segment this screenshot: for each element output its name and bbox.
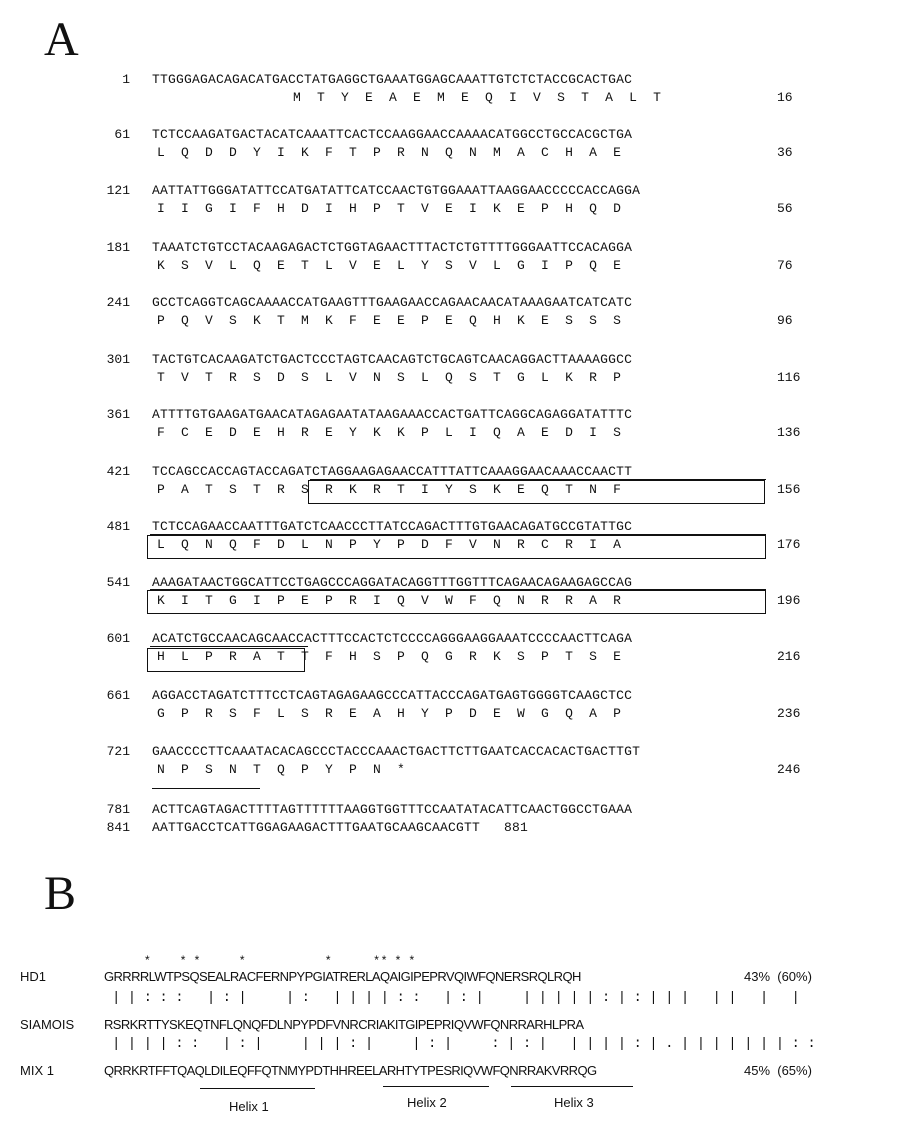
dna-sequence: TTGGGAGACAGACATGACCTATGAGGCTGAAATGGAGCAAATTGTCTCTACCGCACTGAC (152, 72, 633, 87)
row-end-number: 156 (777, 482, 801, 497)
dna-sequence: TCTCCAGAACCAATTTGATCTCAACCCTTATCCAGACTTTGTGAACAGATGCCGTATTGC (152, 519, 633, 534)
dna-underline-3 (150, 589, 766, 590)
row-end-number: 16 (777, 90, 793, 105)
helix-2-label: Helix 2 (407, 1095, 447, 1110)
mix1-sequence: QRRKRTFFTQAQLDILEQFFQTNMYPDTHHREELARHTYTPESRIQVWFQNRRAKVRRQG (104, 1063, 597, 1078)
row-end-number: 76 (777, 258, 793, 273)
row-start-number: 541 (106, 575, 130, 590)
protein-sequence: H L P R A T T F H S P Q G R K S P T S E (157, 649, 622, 664)
row-end-number: 116 (777, 370, 801, 385)
dna-sequence: AAAGATAACTGGCATTCCTGAGCCCAGGATACAGGTTTGGTTTCAGAACAGAAGAGCCAG (152, 575, 633, 590)
row-start-number: 361 (106, 407, 130, 422)
siamois-label: SIAMOIS (20, 1017, 75, 1032)
row-end-number: 176 (777, 537, 801, 552)
dna-sequence: ACTTCAGTAGACTTTTAGTTTTTTAAGGTGGTTTCCAATATACATTCAACTGGCCTGAAA (152, 802, 633, 817)
protein-sequence: P Q V S K T M K F E E P E Q H K E S S S (157, 313, 622, 328)
dna-sequence: AATTGACCTCATTGGAGAAGACTTTGAATGCAAGCAACGTT 881 (152, 820, 529, 835)
row-end-number: 136 (777, 425, 801, 440)
dna-sequence: TACTGTCACAAGATCTGACTCCCTAGTCAACAGTCTGCAGTCAACAGGACTTAAAAGGCC (152, 352, 633, 367)
row-end-number: 246 (777, 762, 801, 777)
conserved-stars: * * * * * * * * * (145, 953, 415, 967)
protein-sequence: G P R S F L S R E A H Y P D E W G Q A P (157, 706, 622, 721)
dna-sequence: AGGACCTAGATCTTTCCTCAGTAGAGAAGCCCATTACCCAGATGAGTGGGGTCAAGCTCC (152, 688, 633, 703)
row-start-number: 661 (106, 688, 130, 703)
dna-underline-4 (150, 646, 308, 647)
row-start-number: 781 (106, 802, 130, 817)
dna-sequence: TAAATCTGTCCTACAAGAGACTCTGGTAGAACTTTACTCTGTTTTGGGAATTCCACAGGA (152, 240, 633, 255)
protein-sequence: P A T S T R S R K R T I Y S K E Q T N F (157, 482, 622, 497)
row-end-number: 96 (777, 313, 793, 328)
nps-underline (152, 788, 260, 789)
protein-sequence: F C E D E H R E Y K K P L I Q A E D I S (157, 425, 622, 440)
row-start-number: 1 (122, 72, 130, 87)
protein-sequence: N P S N T Q P Y P N * (157, 762, 406, 777)
row-start-number: 841 (106, 820, 130, 835)
row-end-number: 216 (777, 649, 801, 664)
protein-sequence: T V T R S D S L V N S L Q S T G L K R P (157, 370, 622, 385)
dna-sequence: TCCAGCCACCAGTACCAGATCTAGGAAGAGAACCATTTATTCAAAGGAACAAACCAACTT (152, 464, 633, 479)
dna-sequence: ACATCTGCCAACAGCAACCACTTTCCACTCTCCCCAGGGAAGGAAATCCCCAACTTCAGA (152, 631, 633, 646)
row-end-number: 236 (777, 706, 801, 721)
row-start-number: 301 (106, 352, 130, 367)
protein-sequence: L Q D D Y I K F T P R N Q N M A C H A E (157, 145, 622, 160)
dna-sequence: TCTCCAAGATGACTACATCAAATTCACTCCAAGGAACCAAAACATGGCCTGCCACGCTGA (152, 127, 633, 142)
siamois-sequence: RSRKRTTYSKEQTNFLQNQFDLNPYPDFVNRCRIAKITGIPEPRIQVWFQNRRARHLPRA (104, 1017, 584, 1032)
row-end-number: 36 (777, 145, 793, 160)
dna-sequence: ATTTTGTGAAGATGAACATAGAGAATATAAGAAACCACTGATTCAGGCAGAGGATATTTC (152, 407, 633, 422)
protein-sequence: I I G I F H D I H P T V E I K E P H Q D (157, 201, 622, 216)
homeodomain-box-4 (147, 648, 305, 672)
dna-underline-2 (150, 534, 766, 535)
homeodomain-box-3 (147, 590, 766, 614)
helix-3-line (511, 1086, 633, 1087)
row-start-number: 241 (106, 295, 130, 310)
dna-sequence: AATTATTGGGATATTCCATGATATTCATCCAACTGTGGAAATTAAGGAACCCCCACCAGGA (152, 183, 641, 198)
row-start-number: 61 (114, 127, 130, 142)
panel-a-label: A (44, 13, 79, 66)
row-end-number: 196 (777, 593, 801, 608)
helix-3-label: Helix 3 (554, 1095, 594, 1110)
protein-sequence: K S V L Q E T L V E L Y S V L G I P Q E (157, 258, 622, 273)
row-start-number: 121 (106, 183, 130, 198)
helix-2-line (383, 1086, 489, 1087)
hd1-sequence: GRRRRLWTPSQSEALRACFERNPYPGIATRERLAQAIGIPEPRVQIWFQNERSRQLRQH (104, 969, 581, 984)
identity-bars-2: | | | | : : | : | | | | : | | : | : | : | | | | | : | . | | | | | | | : : (112, 1036, 816, 1052)
row-start-number: 601 (106, 631, 130, 646)
homeodomain-box-1 (308, 480, 765, 504)
row-start-number: 721 (106, 744, 130, 759)
mix1-score: 45% (65%) (744, 1063, 812, 1078)
protein-sequence: L Q N Q F D L N P Y P D F V N R C R I A (157, 537, 622, 552)
helix-1-line (200, 1088, 315, 1089)
row-start-number: 481 (106, 519, 130, 534)
helix-1-label: Helix 1 (229, 1099, 269, 1114)
mix1-label: MIX 1 (20, 1063, 54, 1078)
dna-sequence: GCCTCAGGTCAGCAAAACCATGAAGTTTGAAGAACCAGAACAACATAAAGAATCATCATC (152, 295, 633, 310)
protein-sequence: M T Y E A E M E Q I V S T A L T (157, 90, 662, 105)
row-start-number: 181 (106, 240, 130, 255)
dna-sequence: GAACCCCTTCAAATACACAGCCCTACCCAAACTGACTTCTTGAATCACCACACTGACTTGT (152, 744, 641, 759)
hd1-label: HD1 (20, 969, 47, 984)
homeodomain-box-2 (147, 535, 766, 559)
hd1-score: 43% (60%) (744, 969, 812, 984)
protein-sequence: K I T G I P E P R I Q V W F Q N R R A R (157, 593, 622, 608)
panel-b-label: B (44, 867, 77, 920)
identity-bars-1: | | : : : | : | | : | | | | : : | : | | | | | | : | : | | | | | | | (112, 990, 800, 1006)
row-start-number: 421 (106, 464, 130, 479)
row-end-number: 56 (777, 201, 793, 216)
dna-underline-1 (310, 479, 766, 480)
